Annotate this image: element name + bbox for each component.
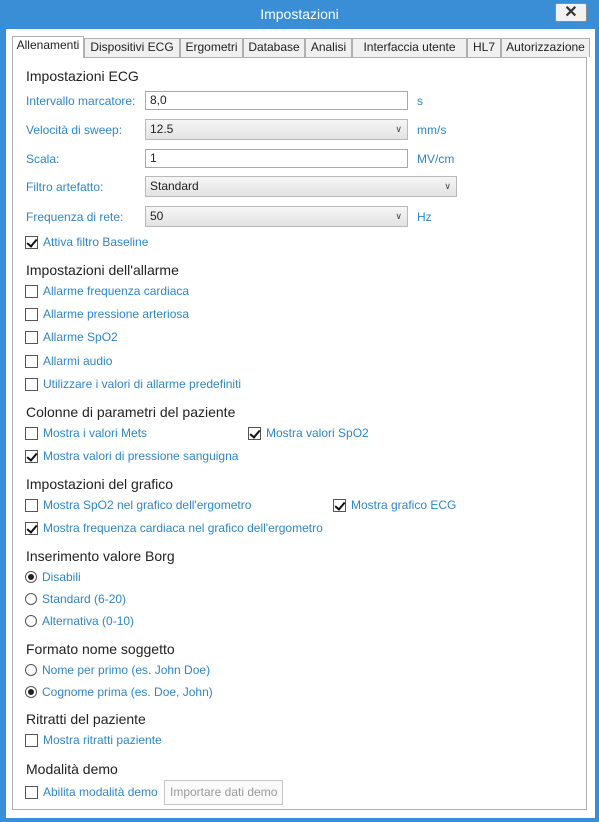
portraits-section-title: Ritratti del paziente (26, 711, 146, 727)
scale-label: Scala: (26, 152, 60, 166)
show-bp-checkbox[interactable] (25, 449, 238, 463)
tab-database[interactable]: Database (243, 38, 305, 57)
marker-interval-label: Intervallo marcatore: (26, 94, 136, 108)
checkbox-icon (25, 499, 38, 512)
checkbox-icon (25, 308, 38, 321)
chevron-down-icon: ∨ (395, 211, 402, 221)
window-title: Impostazioni (260, 6, 339, 22)
show-spo2-checkbox[interactable] (248, 426, 369, 440)
tab-hl7[interactable]: HL7 (467, 38, 501, 57)
scale-input[interactable]: 1 (145, 149, 408, 168)
artifact-filter-value: Standard (150, 179, 199, 193)
checkbox-icon (25, 786, 38, 799)
ecg-section-title: Impostazioni ECG (26, 68, 139, 84)
checkbox-icon (25, 734, 38, 747)
checkbox-icon (25, 427, 38, 440)
default-alarm-values-checkbox[interactable] (25, 377, 241, 391)
checkbox-icon (25, 378, 38, 391)
enable-demo-checkbox[interactable] (25, 785, 158, 799)
radio-icon (25, 615, 37, 627)
graph-section-title: Impostazioni del grafico (26, 476, 174, 492)
radio-selected-icon (25, 571, 37, 583)
checkbox-checked-icon (333, 499, 346, 512)
borg-option-label: Standard (6-20) (42, 592, 127, 606)
spo2-alarm-label: Allarme SpO2 (43, 330, 118, 344)
sweep-speed-value: 12.5 (150, 122, 174, 136)
baseline-filter-label: Attiva filtro Baseline (43, 235, 149, 249)
mains-frequency-value: 50 (150, 209, 164, 223)
tab-analisi[interactable]: Analisi (305, 38, 352, 57)
tab-dispositivi-ecg[interactable]: Dispositivi ECG (84, 38, 180, 57)
title-bar (0, 0, 599, 29)
close-icon: ✕ (564, 4, 578, 21)
marker-interval-input[interactable]: 8,0 (145, 91, 408, 110)
import-demo-data-button[interactable]: Importare dati demo (164, 780, 283, 805)
tab-panel-allenamenti (12, 57, 587, 810)
borg-section-title: Inserimento valore Borg (26, 548, 175, 564)
artifact-filter-label: Filtro artefatto: (26, 180, 104, 194)
name-format-option-label: Nome per primo (es. John Doe) (42, 663, 211, 677)
artifact-filter-select[interactable] (145, 176, 457, 197)
show-mets-label: Mostra i valori Mets (43, 426, 148, 440)
checkbox-checked-icon (25, 236, 38, 249)
borg-option-label: Alternativa (0-10) (42, 614, 135, 628)
marker-interval-unit: s (417, 94, 423, 108)
name-format-option-label: Cognome prima (es. Doe, John) (42, 685, 213, 699)
checkbox-checked-icon (25, 450, 38, 463)
mains-frequency-label: Frequenza di rete: (26, 210, 124, 224)
checkbox-checked-icon (248, 427, 261, 440)
spo2-alarm-checkbox[interactable] (25, 330, 118, 344)
radio-icon (25, 593, 37, 605)
enable-demo-label: Abilita modalità demo (43, 785, 158, 799)
hr-alarm-checkbox[interactable] (25, 284, 189, 298)
borg-option-alternative[interactable] (25, 614, 134, 628)
checkbox-icon (25, 331, 38, 344)
chevron-down-icon: ∨ (395, 124, 402, 134)
hr-in-ergo-label: Mostra frequenza cardiaca nel grafico dell'ergometro (43, 521, 323, 535)
show-bp-label: Mostra valori di pressione sanguigna (43, 449, 239, 463)
patient-columns-section-title: Colonne di parametri del paziente (26, 404, 236, 420)
dialog-body (6, 29, 595, 818)
checkbox-icon (25, 285, 38, 298)
alarm-section-title: Impostazioni dell'allarme (26, 262, 179, 278)
tab-interfaccia-utente[interactable]: Interfaccia utente (352, 38, 467, 57)
mains-frequency-unit: Hz (417, 210, 432, 224)
borg-option-disabled[interactable] (25, 570, 81, 584)
tab-autorizzazione[interactable]: Autorizzazione (501, 38, 590, 57)
audio-alarm-label: Allarmi audio (43, 354, 113, 368)
show-portraits-checkbox[interactable] (25, 733, 162, 747)
borg-option-standard[interactable] (25, 592, 126, 606)
chevron-down-icon: ∨ (444, 181, 451, 191)
hr-alarm-label: Allarme frequenza cardiaca (43, 284, 190, 298)
show-portraits-label: Mostra ritratti paziente (43, 733, 162, 747)
bp-alarm-checkbox[interactable] (25, 307, 189, 321)
show-spo2-label: Mostra valori SpO2 (266, 426, 369, 440)
checkbox-icon (25, 355, 38, 368)
spo2-in-ergo-label: Mostra SpO2 nel grafico dell'ergometro (43, 498, 252, 512)
name-format-section-title: Formato nome soggetto (26, 641, 175, 657)
sweep-speed-label: Velocità di sweep: (26, 123, 123, 137)
hr-in-ergo-checkbox[interactable] (25, 521, 323, 535)
mains-frequency-select[interactable] (145, 206, 408, 227)
sweep-speed-select[interactable] (145, 119, 408, 140)
checkbox-checked-icon (25, 522, 38, 535)
name-format-first-name[interactable] (25, 663, 210, 677)
tab-allenamenti[interactable]: Allenamenti (12, 36, 84, 58)
name-format-last-name[interactable] (25, 685, 213, 699)
radio-icon (25, 664, 37, 676)
close-button[interactable] (555, 3, 587, 22)
show-mets-checkbox[interactable] (25, 426, 147, 440)
scale-unit: MV/cm (417, 152, 455, 166)
sweep-speed-unit: mm/s (417, 123, 447, 137)
audio-alarm-checkbox[interactable] (25, 354, 112, 368)
radio-selected-icon (25, 686, 37, 698)
tab-ergometri[interactable]: Ergometri (180, 38, 243, 57)
show-ecg-graph-checkbox[interactable] (333, 498, 456, 512)
bp-alarm-label: Allarme pressione arteriosa (43, 307, 190, 321)
spo2-in-ergo-checkbox[interactable] (25, 498, 251, 512)
baseline-filter-checkbox[interactable] (25, 235, 148, 249)
demo-section-title: Modalità demo (26, 761, 118, 777)
show-ecg-graph-label: Mostra grafico ECG (351, 498, 457, 512)
borg-option-label: Disabili (42, 570, 81, 584)
default-alarm-values-label: Utilizzare i valori di allarme predefiniti (43, 377, 242, 391)
